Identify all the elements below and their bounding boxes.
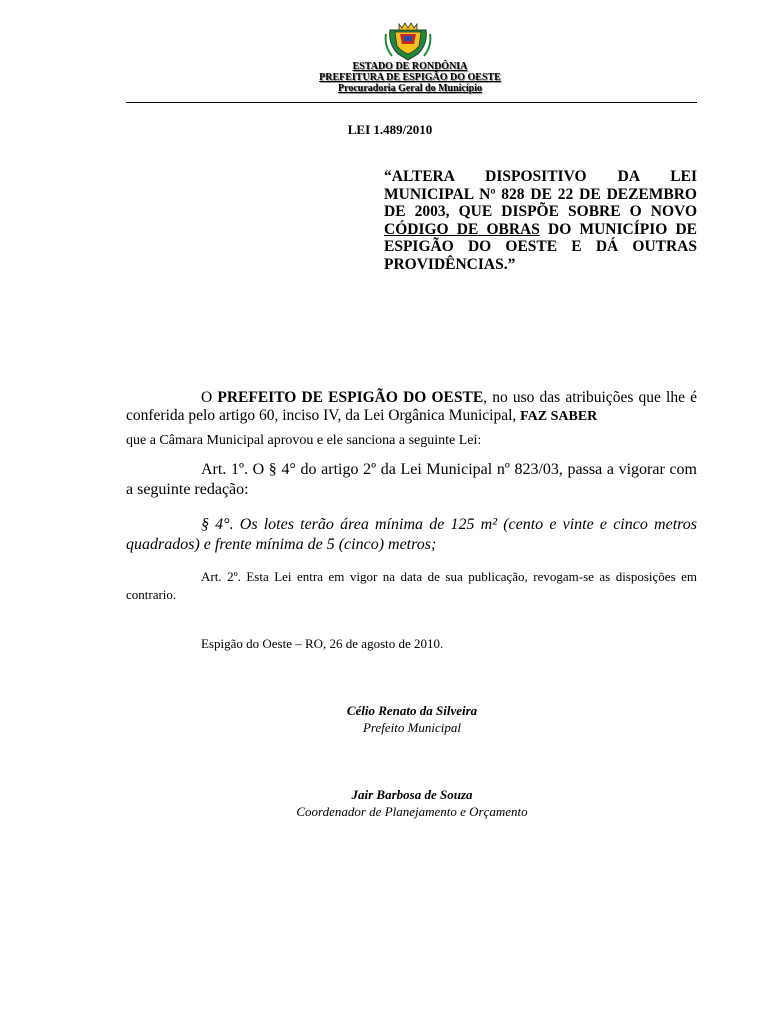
law-title: LEI 1.489/2010 [347, 122, 433, 137]
paragraph-4-text: § 4°. Os lotes terão área mínima de 125 m² (cento e vinte e cinco metros quadrados) e frente mínima de 5 (cinco) metros; [126, 516, 697, 553]
header-department-name: Procuradoria Geral do Município [338, 83, 482, 94]
preamble-text-c: , no uso das atribuições que lhe é conferida pelo artigo 60, inciso IV, da Lei Orgânica Municipal, [126, 389, 698, 424]
signatory-name: Jair Barbosa de Souza [351, 787, 473, 802]
preamble-mayor: PREFEITO DE ESPIGÃO DO OESTE [217, 389, 484, 406]
article-1 [126, 460, 697, 500]
header-divider [126, 102, 697, 103]
article-2-text: Art. 2º. Esta Lei entra em vigor na data de sua publicação, revogam-se as disposições em contrario. [126, 569, 697, 602]
date-line: Espigão do Oeste – RO, 26 de agosto de 2010. [201, 636, 444, 651]
signature-block-mayor [200, 702, 624, 736]
signatory-role: Prefeito Municipal [362, 720, 462, 735]
law-summary-text-1: “ALTERA DISPOSITIVO DA LEI MUNICIPAL Nº 828 DE 22 DE DEZEMBRO DE 2003, QUE DISPÕE SOBRE O NOVO [384, 168, 697, 221]
article-1-text: Art. 1º. O § 4° do artigo 2º da Lei Municipal nº 823/03, passa a vigorar com a seguinte redação: [126, 461, 697, 498]
preamble-text-a: O [201, 389, 218, 406]
signatory-name: Célio Renato da Silveira [346, 703, 478, 718]
signature-block-coordinator [200, 786, 624, 820]
header-prefecture-name: PREFEITURA DE ESPIGÃO DO OESTE [319, 72, 501, 83]
paragraph-4 [126, 515, 697, 555]
preamble-continuation: que a Câmara Municipal aprovou e ele sanciona a seguinte Lei: [126, 433, 482, 448]
preamble-faz-saber: FAZ SABER [520, 409, 598, 424]
law-summary [384, 168, 697, 274]
preamble-paragraph [126, 389, 697, 426]
signatory-role: Coordenador de Planejamento e Orçamento [296, 804, 528, 819]
municipal-coat-of-arms-icon [384, 20, 432, 62]
law-summary-underlined: CÓDIGO DE OBRAS [384, 220, 540, 238]
article-2 [126, 568, 697, 604]
header-state-name: ESTADO DE RONDÔNIA [352, 61, 468, 72]
law-summary-text-2: DO MUNICÍPIO DE ESPIGÃO DO OESTE E DÁ OUTRAS PROVIDÊNCIAS.” [384, 220, 697, 273]
